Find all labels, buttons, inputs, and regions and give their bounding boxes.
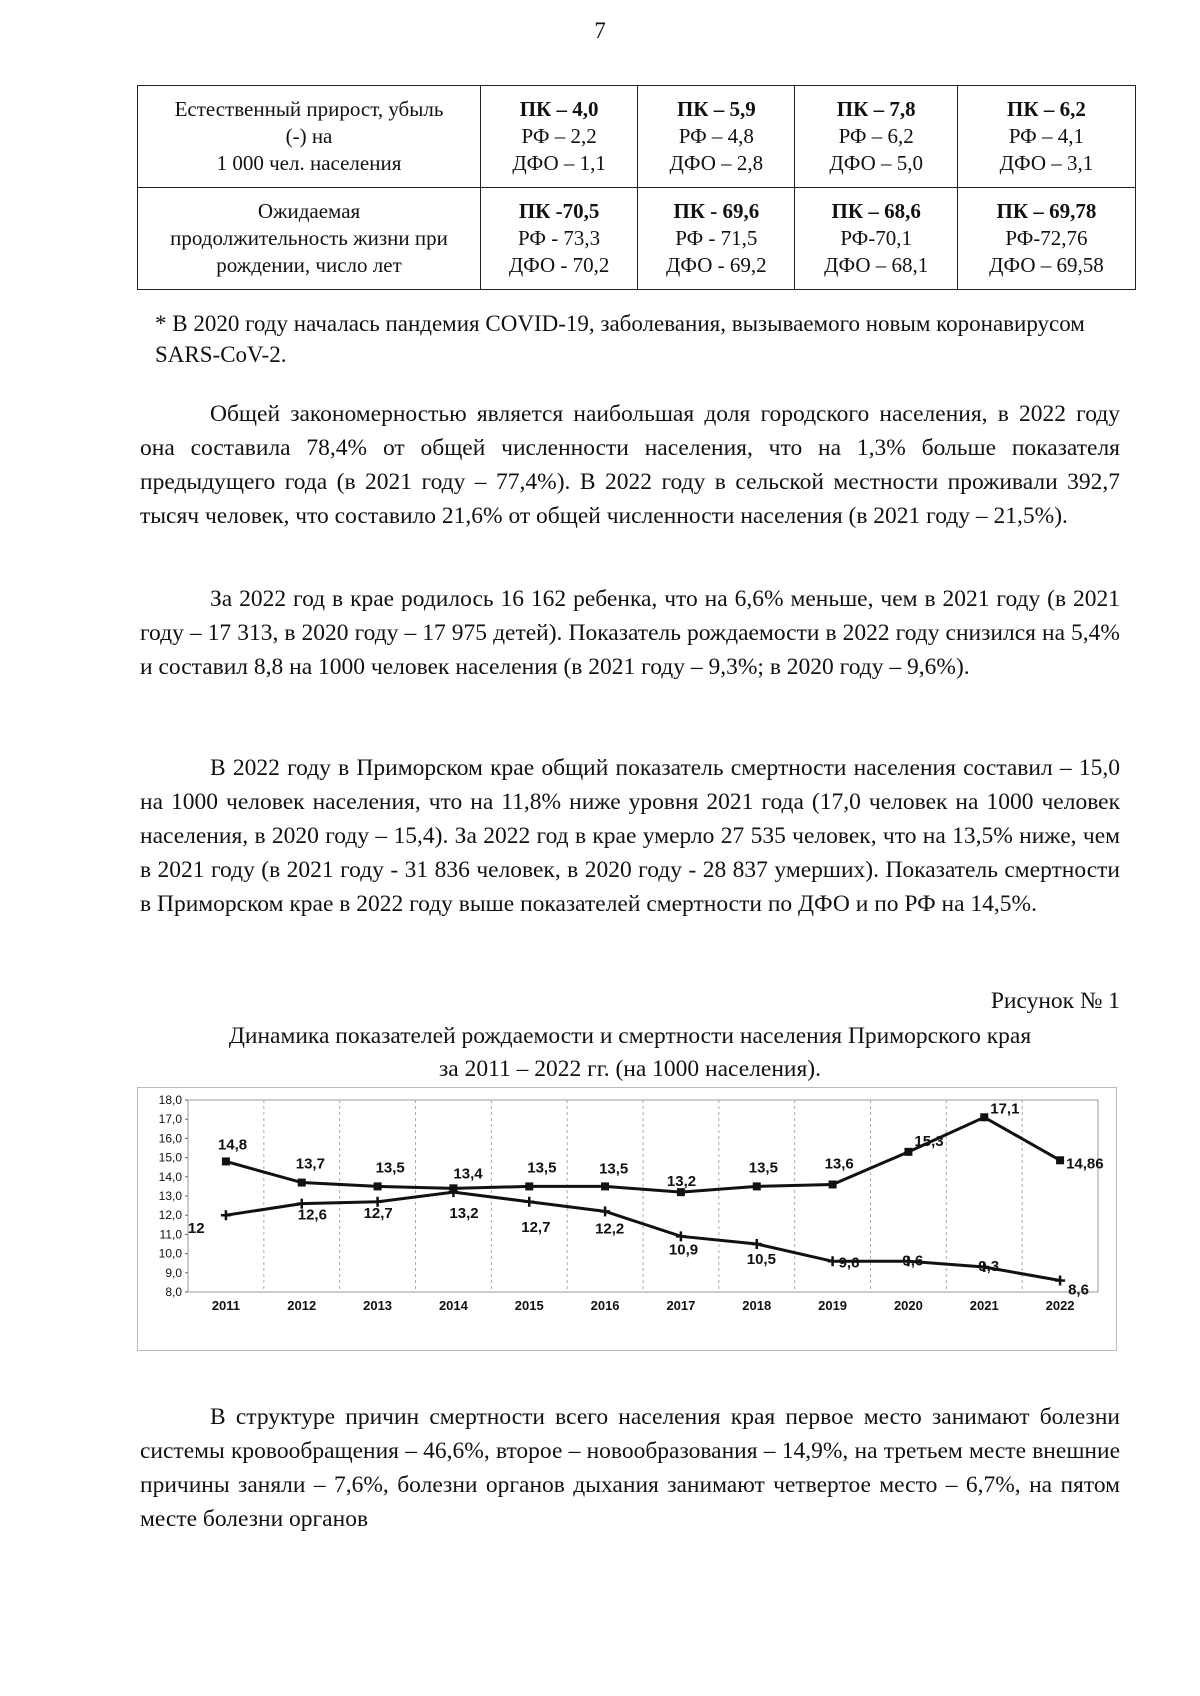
birth-data-label: 8,6: [1068, 1281, 1089, 1299]
dfo-value: ДФО – 69,58: [989, 253, 1104, 277]
mortality-data-label: 13,5: [599, 1160, 629, 1178]
paragraph-urban-population: Общей закономерностью является наибольшая доля городского населения, в 2022 году она составила 78,4% от общей численности населения, что на 1,3% больше показателя предыдущего года (в 2021 году – 77,4%). В 2022 году в сельской местности проживали 392,7 тысяч человек, что составило 21,6% от общей численности населения (в 2021 году – 21,5%).: [140, 401, 1120, 529]
birth-point: [676, 1231, 686, 1241]
birth-data-label: 9,6: [838, 1254, 860, 1272]
mortality-data-label: 13,2: [666, 1173, 697, 1191]
mortality-data-label: 15,3: [914, 1132, 944, 1150]
footnote: * В 2020 году началась пандемия COVID-19, заболевания, вызываемого новым коронавирусом SARS-CoV-2.: [155, 311, 1085, 367]
table-cell: [638, 86, 795, 188]
x-tick-label: 2020: [893, 1298, 923, 1313]
rf-value: РФ – 4,8: [678, 124, 754, 148]
mortality-data-label: 13,5: [527, 1159, 557, 1177]
y-tick-label: 17,0: [158, 1112, 182, 1127]
mortality-point: [980, 1113, 988, 1121]
table-row: [138, 188, 1136, 290]
label-line: Естественный прирост, убыль: [174, 97, 444, 121]
paragraph-mortality: В 2022 году в Приморском крае общий показатель смертности населения составил – 15,0 на 1000 человек населения, что на 11,8% ниже уровня 2021 года (17,0 человек на 1000 человек населения, в 2020 году – 15,4). За 2022 год в крае умерло 27 535 человек, что на 13,5% ниже, чем в 2021 году (в 2021 году - 31 836 человек, в 2020 году - 28 837 умерших). Показатель смертности в Приморском крае в 2022 году выше показателей смертности по ДФО и по РФ на 14,5%.: [140, 755, 1120, 917]
x-tick-label: 2021: [969, 1298, 999, 1313]
paragraph-births: За 2022 год в крае родилось 16 162 ребенка, что на 6,6% меньше, чем в 2021 году (в 2021 году – 17 313, в 2020 году – 17 975 детей). Показатель рождаемости в 2022 году снизился на 5,4% и составил 8,8 на 1000 человек населения (в 2021 году – 9,3%; в 2020 году – 9,6%).: [140, 586, 1120, 680]
rf-value: РФ-70,1: [840, 226, 913, 250]
y-tick-label: 14,0: [158, 1169, 182, 1184]
page-number: 7: [594, 18, 606, 43]
y-tick-label: 13,0: [158, 1189, 182, 1203]
pk-value: ПК – 5,9: [676, 97, 756, 121]
pk-value: ПК -70,5: [518, 199, 600, 223]
x-tick-label: 2022: [1045, 1298, 1075, 1313]
mortality-data-label: 17,1: [990, 1100, 1020, 1118]
birth-point: [828, 1256, 838, 1266]
table-row: [138, 86, 1136, 188]
dfo-value: ДФО - 69,2: [666, 253, 767, 277]
mortality-data-label: 13,5: [375, 1159, 405, 1177]
x-tick-label: 2019: [818, 1298, 848, 1313]
y-tick-label: 18,0: [158, 1093, 182, 1107]
x-tick-label: 2017: [666, 1298, 696, 1313]
chart-svg: [138, 1088, 1116, 1350]
mortality-data-label: 13,7: [295, 1155, 325, 1173]
birth-point: [1055, 1275, 1065, 1285]
mortality-point: [904, 1148, 912, 1156]
mortality-point: [298, 1179, 306, 1187]
indicators-table: [137, 85, 1136, 290]
y-tick-label: 16,0: [158, 1131, 182, 1146]
pk-value: ПК - 69,6: [673, 199, 760, 223]
dfo-value: ДФО – 3,1: [999, 151, 1094, 175]
table-cell: [957, 86, 1135, 188]
label-line: (-) на: [285, 124, 333, 148]
mortality-data-label: 13,6: [824, 1155, 854, 1173]
birth-line: [226, 1192, 1060, 1280]
table-cell: [481, 86, 638, 188]
pk-value: ПК – 7,8: [836, 97, 916, 121]
birth-data-label: 12,7: [521, 1218, 551, 1236]
birth-data-label: 9,6: [902, 1252, 924, 1270]
x-tick-label: 2016: [590, 1298, 620, 1313]
birth-mortality-chart: [137, 1087, 1117, 1351]
paragraph-causes-of-death: В структуре причин смертности всего населения края первое место занимают болезни системы кровообращения – 46,6%, второе – новообразования – 14,9%, на третьем месте внешние причины заняли – 7,6%, болезни органов дыхания занимают четвертое место – 6,7%, на пятом месте болезни органов: [140, 1404, 1120, 1532]
pk-value: ПК – 69,78: [996, 199, 1097, 223]
label-line: рождении, число лет: [216, 253, 402, 277]
dfo-value: ДФО – 2,8: [669, 151, 764, 175]
mortality-data-label: 13,4: [453, 1165, 483, 1183]
y-tick-label: 11,0: [159, 1227, 182, 1242]
rf-value: РФ-72,76: [1005, 226, 1088, 250]
table-cell: [957, 188, 1135, 290]
pk-value: ПК – 6,2: [1007, 97, 1086, 121]
label-line: 1 000 чел. населения: [216, 151, 402, 175]
y-tick-label: 10,0: [158, 1246, 182, 1261]
x-tick-label: 2018: [742, 1298, 772, 1313]
table-cell: [795, 188, 957, 290]
mortality-point: [374, 1182, 382, 1190]
figure-label: Рисунок № 1: [990, 988, 1120, 1014]
rf-value: РФ – 6,2: [838, 124, 914, 148]
birth-data-label: 12,2: [595, 1220, 625, 1238]
x-tick-label: 2014: [438, 1298, 468, 1313]
rf-value: РФ - 71,5: [675, 226, 758, 250]
figure-title-line: за 2011 – 2022 гг. (на 1000 населения).: [438, 1056, 822, 1082]
row-label: [138, 188, 481, 290]
birth-point: [221, 1210, 231, 1220]
birth-data-label: 12,7: [363, 1204, 393, 1222]
mortality-point: [1056, 1156, 1064, 1164]
y-tick-label: 12,0: [158, 1208, 182, 1223]
mortality-point: [829, 1180, 837, 1188]
rf-value: РФ - 73,3: [518, 226, 601, 250]
mortality-data-label: 14,8: [217, 1136, 248, 1154]
dfo-value: ДФО – 1,1: [512, 151, 606, 175]
birth-data-label: 10,9: [668, 1241, 699, 1259]
rf-value: РФ – 4,1: [1008, 124, 1085, 148]
mortality-data-label: 14,86: [1066, 1155, 1104, 1173]
table-cell: [795, 86, 957, 188]
x-tick-label: 2012: [287, 1298, 317, 1313]
mortality-point: [525, 1182, 533, 1190]
label-line: продолжительность жизни при: [170, 226, 448, 250]
mortality-point: [222, 1157, 230, 1165]
figure-title-line: Динамика показателей рождаемости и смертности населения Приморского края: [228, 1023, 1032, 1049]
x-tick-label: 2015: [514, 1298, 544, 1313]
dfo-value: ДФО - 70,2: [508, 253, 610, 277]
birth-point: [600, 1206, 610, 1216]
x-tick-label: 2013: [363, 1298, 393, 1313]
row-label: [138, 86, 481, 188]
table-cell: [481, 188, 638, 290]
rf-value: РФ – 2,2: [521, 124, 597, 148]
figure-title: [130, 1020, 1130, 1086]
y-tick-label: 9,0: [165, 1265, 182, 1280]
birth-data-label: 10,5: [746, 1251, 776, 1268]
dfo-value: ДФО – 68,1: [824, 253, 929, 277]
label-line: Ожидаемая: [257, 199, 361, 223]
pk-value: ПК – 4,0: [519, 97, 599, 121]
y-tick-label: 15,0: [158, 1150, 182, 1165]
birth-point: [752, 1239, 762, 1249]
pk-value: ПК – 68,6: [831, 199, 921, 223]
birth-data-label: 13,2: [449, 1205, 479, 1223]
birth-data-label: 9,3: [978, 1258, 1000, 1276]
mortality-point: [601, 1182, 609, 1190]
dfo-value: ДФО – 5,0: [829, 151, 923, 175]
birth-point: [524, 1197, 534, 1207]
table-cell: [638, 188, 795, 290]
mortality-data-label: 13,5: [748, 1159, 778, 1177]
birth-data-label: 12: [187, 1220, 205, 1238]
x-tick-label: 2011: [211, 1298, 241, 1313]
y-tick-label: 8,0: [165, 1285, 182, 1299]
mortality-point: [753, 1182, 761, 1190]
birth-data-label: 12,6: [297, 1206, 327, 1224]
